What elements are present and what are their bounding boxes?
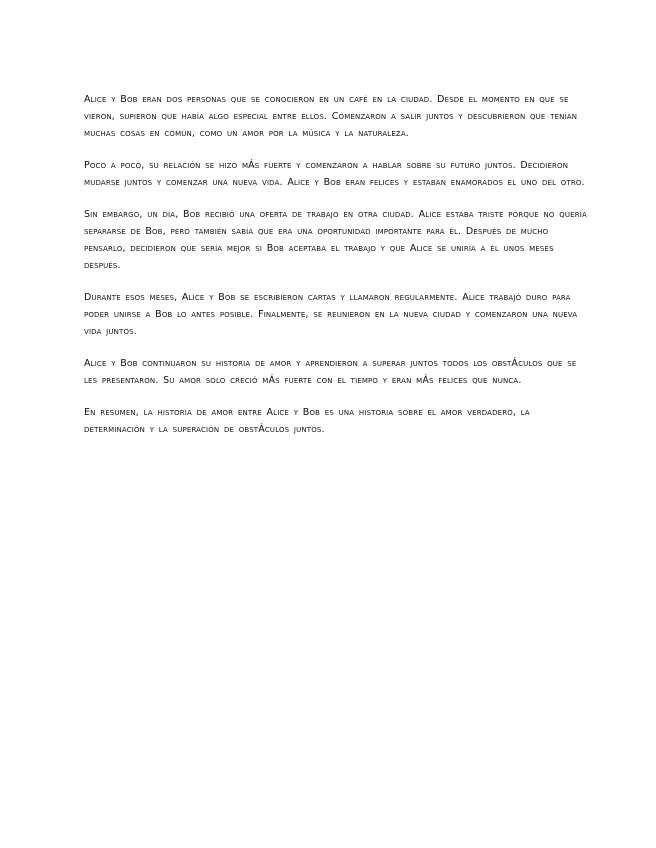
paragraph-1: Alice y Bob eran dos personas que se conocieron en un café en la ciudad. Desde el momento en que se vieron, supieron que había algo especial entre ellos. Comenzaron a salir juntos y descubrieron que tenían muchas cosas en común, como un amor por la música y la naturaleza.	[84, 94, 578, 139]
paragraph-5: Alice y Bob continuaron su historia de amor y aprendieron a superar juntos todos los obstÁculos que se les presentaron. Su amor solo creció mÁs fuerte con el tiempo y eran mÁs felices que nunca.	[84, 358, 577, 386]
paragraph-3: Sin embargo, un día, Bob recibió una oferta de trabajo en otra ciudad. Alice estaba triste porque no quería separarse de Bob, pero también sabía que era una oportunidad importante para él. Después de mucho pensarlo, decidieron que sería mejor si Bob aceptaba el trabajo y que Alice se uniría a él unos meses después.	[84, 209, 587, 271]
paragraph-2: Poco a poco, su relación se hizo mÁs fuerte y comenzaron a hablar sobre su futuro juntos. Decidieron mudarse juntos y comenzar una nueva vida. Alice y Bob eran felices y estaban enamorados el uno del otro.	[84, 160, 585, 188]
document-body	[84, 91, 589, 453]
paragraph-6: En resumen, la historia de amor entre Alice y Bob es una historia sobre el amor verdadero, la determinación y la superación de obstÁculos juntos.	[84, 407, 530, 435]
paragraph-4: Durante esos meses, Alice y Bob se escribieron cartas y llamaron regularmente. Alice trabajó duro para poder unirse a Bob lo antes posible. Finalmente, se reunieron en la nueva ciudad y comenzaron una nueva vida juntos.	[84, 292, 578, 337]
